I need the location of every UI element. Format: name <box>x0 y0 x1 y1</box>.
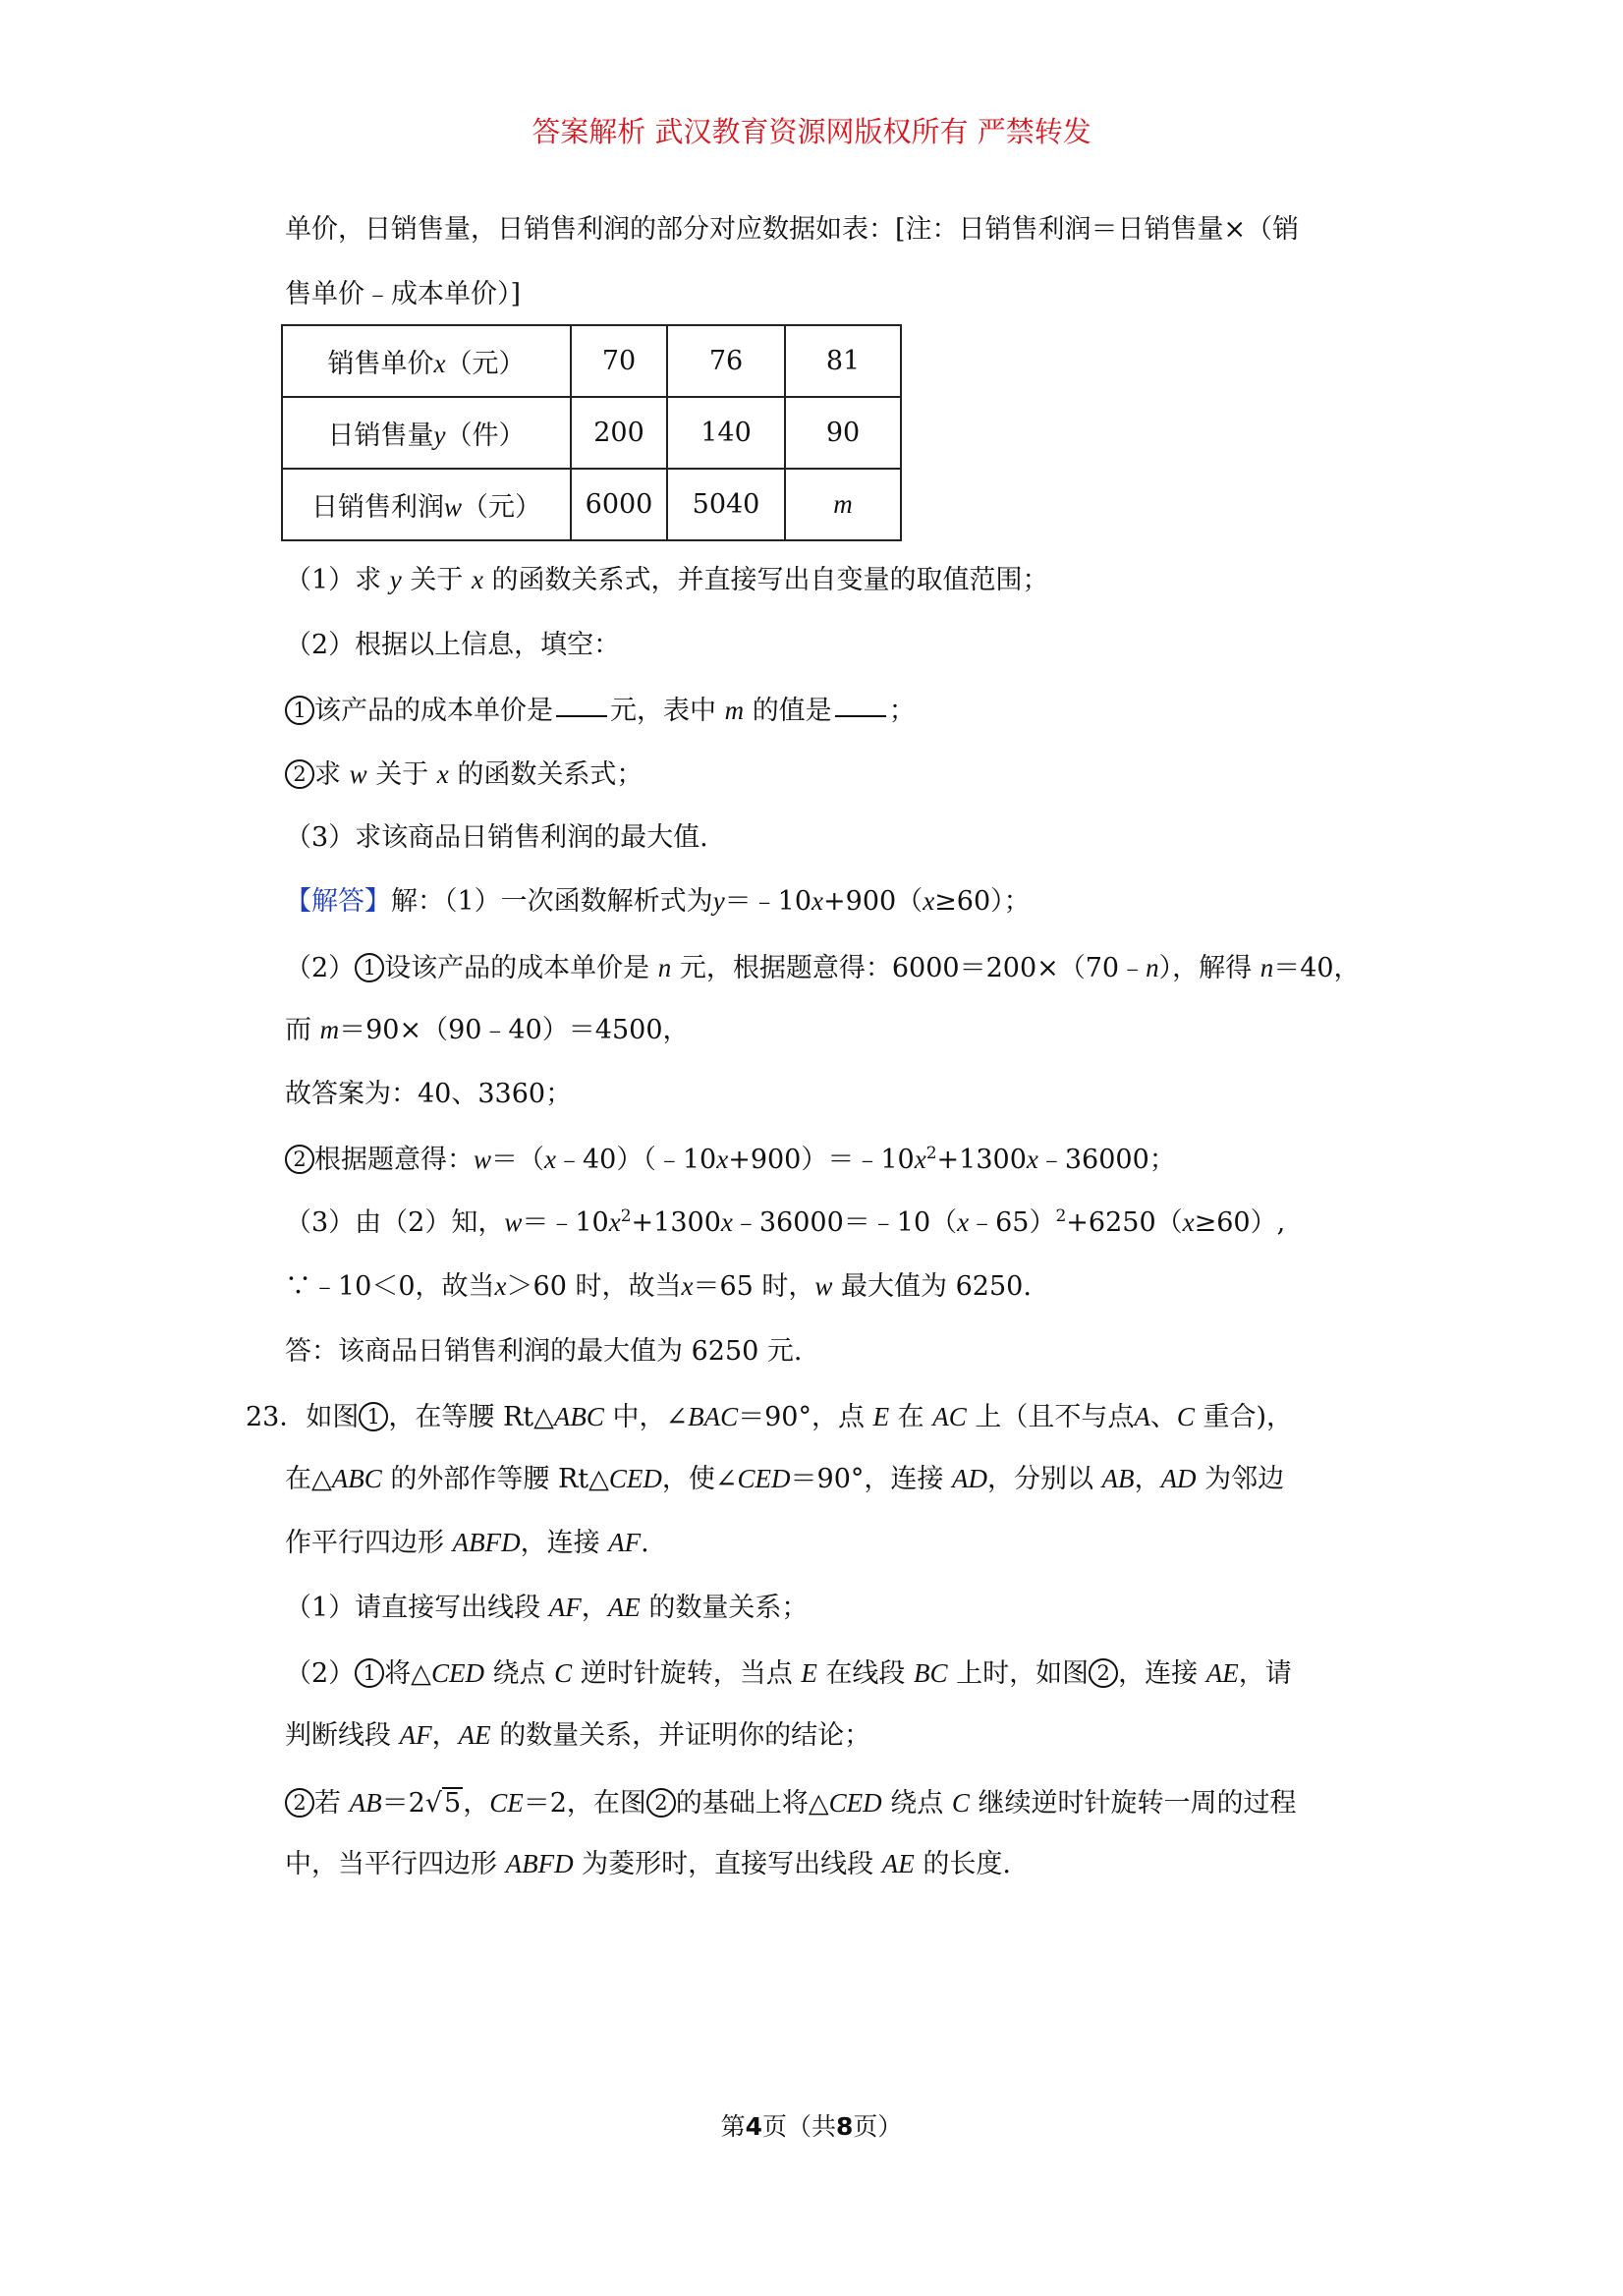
question-2-1 <box>285 696 916 725</box>
text-run: BAC <box>688 1402 739 1431</box>
text-run: ﹣65） <box>969 1207 1056 1238</box>
text-run: （1）请直接写出线段 <box>285 1593 541 1623</box>
page-footer <box>0 2114 1623 2139</box>
text-run: ， <box>431 1720 459 1751</box>
text-run: x <box>923 886 935 916</box>
table-row <box>282 325 901 397</box>
text-run: w <box>443 492 462 522</box>
text-run: CE <box>489 1788 524 1818</box>
answer-3c: 答：该商品日销售利润的最大值为 6250 元. <box>285 1336 803 1367</box>
text-run: 在△ <box>285 1464 332 1494</box>
text-run: 日销售利润 <box>310 492 444 523</box>
circled-number: 2 <box>285 759 314 789</box>
text-run: x <box>720 1207 733 1237</box>
text-run: ，在等腰 Rt△ <box>388 1402 554 1432</box>
text-run: 解：（1）一次函数解析式为 <box>391 886 713 917</box>
problem-23-line-2 <box>285 1466 1284 1492</box>
text-run: 元，根据题意得：6000＝200×（70﹣ <box>679 953 1147 983</box>
text-run: CED <box>828 1788 882 1818</box>
text-run: 2 <box>1055 1206 1067 1226</box>
table-cell: 5040 <box>667 469 785 540</box>
text-run: 逆时针旋转，当点 <box>580 1658 793 1689</box>
text-run: y <box>712 886 725 916</box>
text-run: ∵﹣10＜0，故当 <box>285 1271 495 1302</box>
text-run: x <box>914 1145 926 1174</box>
text-run: ，请 <box>1238 1658 1292 1689</box>
text-run: AF <box>548 1593 582 1622</box>
question-3: （3）求该商品日销售利润的最大值. <box>285 822 708 853</box>
text-run: 、 <box>1149 1402 1177 1432</box>
question-2-2 <box>285 759 643 789</box>
table-cell: 6000 <box>571 469 667 540</box>
text-run: ABC <box>553 1402 604 1431</box>
text-run: n <box>657 953 672 982</box>
text-run: x <box>433 349 446 378</box>
text-run: 的函数关系式； <box>457 759 644 790</box>
table-header-cell <box>282 469 571 540</box>
text-run: E <box>872 1402 890 1431</box>
intro-line-1: 单价，日销售量，日销售利润的部分对应数据如表：[注：日销售利润＝日销售量×（销 <box>285 214 1300 245</box>
text-run: （件） <box>445 420 526 451</box>
text-run: AB <box>1101 1464 1135 1493</box>
table-cell: m <box>785 469 901 540</box>
text-run: ＝40， <box>1273 953 1361 983</box>
text-run: （1）求 <box>285 565 382 595</box>
text-run: C <box>1176 1402 1195 1431</box>
table-cell: 70 <box>571 325 667 397</box>
text-run: ； <box>888 696 916 726</box>
text-run: ），解得 <box>1158 953 1253 983</box>
answer-blank <box>556 714 607 717</box>
text-run: w <box>349 759 367 789</box>
text-run: +900）＝﹣10 <box>728 1145 915 1175</box>
text-run: 根据题意得： <box>314 1145 474 1175</box>
text-run: AE <box>607 1593 641 1622</box>
circled-number: 1 <box>355 1658 384 1688</box>
text-run: AB <box>349 1788 382 1818</box>
text-run: AE <box>881 1849 915 1878</box>
text-run: （2） <box>285 953 356 983</box>
text-run: 为邻边 <box>1204 1464 1285 1494</box>
text-run: 作平行四边形 <box>285 1528 444 1558</box>
text-run: ， <box>463 1788 490 1819</box>
text-run: ＝﹣10 <box>724 886 812 917</box>
text-run: 若 <box>314 1788 341 1819</box>
problem-23-q2-2-line-1 <box>285 1787 1296 1819</box>
text-run: AD <box>1160 1464 1197 1493</box>
text-run: x <box>494 1271 507 1301</box>
text-run: ，连接 <box>520 1528 600 1558</box>
table-cell: 90 <box>785 397 901 469</box>
table-row <box>282 397 901 469</box>
text-run: ABFD <box>505 1849 574 1878</box>
answer-2d <box>285 1145 1176 1174</box>
text-run: 将△ <box>384 1658 431 1689</box>
circled-number: 2 <box>1089 1658 1118 1688</box>
text-run: 上时，如图 <box>956 1658 1090 1689</box>
text-run: w <box>474 1145 492 1174</box>
text-run: ABFD <box>452 1528 521 1557</box>
text-run: 该产品的成本单价是 <box>314 696 553 726</box>
text-run: ＝90×（90﹣40）＝4500， <box>339 1015 690 1045</box>
text-run: ＝﹣10 <box>522 1207 609 1238</box>
text-run: x <box>1026 1145 1038 1174</box>
text-run: x <box>436 759 449 789</box>
text-run: 重合)， <box>1203 1402 1294 1432</box>
text-run: 的值是 <box>752 696 832 726</box>
text-run: +1300 <box>631 1207 721 1238</box>
question-2: （2）根据以上信息，填空： <box>285 630 621 660</box>
problem-23-line-1 <box>246 1402 1293 1431</box>
answer-blank <box>835 714 886 717</box>
table-cell: 140 <box>667 397 785 469</box>
solution-tag: 【解答】 <box>285 886 391 917</box>
text-run: E <box>801 1658 817 1688</box>
text-run: 中，当平行四边形 <box>285 1849 497 1879</box>
text-run: AE <box>458 1720 491 1750</box>
intro-line-2: 售单价﹣成本单价）] <box>285 279 522 309</box>
circled-number: 2 <box>646 1788 676 1818</box>
table-cell: 200 <box>571 397 667 469</box>
text-run: 的外部作等腰 Rt△ <box>390 1464 609 1494</box>
text-run: 的函数关系式，并直接写出自变量的取值范围； <box>491 565 1049 595</box>
text-run: BC <box>914 1658 948 1688</box>
text-run: 页（共 <box>761 2112 836 2141</box>
text-run: 关于 <box>410 565 464 595</box>
text-run: ＝90°，点 <box>738 1402 865 1432</box>
problem-23-q1 <box>285 1595 808 1621</box>
text-run: CED <box>430 1658 484 1688</box>
text-run: 继续逆时针旋转一周的过程 <box>978 1788 1297 1819</box>
text-run: 销售单价 <box>327 349 434 379</box>
problem-23-line-3 <box>285 1530 649 1556</box>
text-run: C <box>951 1788 970 1818</box>
question-1 <box>285 567 1049 593</box>
sqrt-symbol: √ <box>424 1788 442 1819</box>
text-run: ABC <box>331 1464 382 1493</box>
text-run: m <box>319 1015 340 1044</box>
table-row <box>282 469 901 540</box>
text-run: ≥60）； <box>934 886 1031 917</box>
text-run: ， <box>1134 1464 1161 1494</box>
text-run: 在线段 <box>825 1658 906 1689</box>
circled-number: 2 <box>285 1788 314 1818</box>
text-run: CED <box>737 1464 791 1493</box>
table-cell: 76 <box>667 325 785 397</box>
text-run: AC <box>932 1402 967 1431</box>
text-run: ， <box>581 1593 608 1623</box>
answer-1 <box>285 888 1031 915</box>
text-run: 上（且不与点 <box>975 1402 1135 1432</box>
text-run: AF <box>399 1720 432 1750</box>
text-run: ，分别以 <box>986 1464 1093 1494</box>
text-run: 的数量关系，并证明你的结论； <box>499 1720 871 1751</box>
text-run: x <box>957 1207 970 1237</box>
text-run: n <box>1259 953 1274 982</box>
text-run: AE <box>1205 1658 1239 1688</box>
text-run: ≥60）, <box>1194 1207 1286 1238</box>
text-run: ＝90°，连接 <box>790 1464 944 1494</box>
text-run: A <box>1134 1402 1150 1431</box>
text-run: 在 <box>897 1402 924 1432</box>
problem-23-q2-line-2 <box>285 1722 870 1749</box>
text-run: w <box>814 1271 833 1301</box>
answer-3b <box>285 1273 1032 1300</box>
text-run: AD <box>951 1464 987 1493</box>
text-run: x <box>471 565 483 594</box>
text-run: m <box>724 696 745 725</box>
text-run: y <box>389 565 402 594</box>
circled-number: 1 <box>359 1402 388 1431</box>
text-run: +6250（ <box>1066 1207 1183 1238</box>
text-run: . <box>641 1528 649 1558</box>
text-run: y <box>433 420 446 450</box>
data-table <box>281 324 902 541</box>
circled-number: 1 <box>355 953 384 982</box>
text-run: 中，∠ <box>612 1402 689 1432</box>
text-run: AF <box>608 1528 642 1557</box>
answer-2 <box>285 953 1361 982</box>
text-run: 设该产品的成本单价是 <box>384 953 650 983</box>
text-run: ﹣36000； <box>1037 1145 1176 1175</box>
text-run: 2 <box>925 1144 937 1163</box>
text-run: 判断线段 <box>285 1720 391 1751</box>
text-run: 绕点 <box>492 1658 546 1689</box>
sqrt-radicand: 5 <box>444 1788 462 1819</box>
problem-23-q2-2-line-2 <box>285 1851 1011 1877</box>
text-run: 页） <box>853 2112 903 2141</box>
text-run: 的数量关系； <box>648 1593 809 1623</box>
answer-3 <box>285 1206 1286 1238</box>
table-header-cell <box>282 397 571 469</box>
page-header: 答案解析 武汉教育资源网版权所有 严禁转发 <box>532 115 1091 148</box>
text-run: 4 <box>745 2112 762 2141</box>
text-run: ＝（ <box>491 1145 545 1175</box>
text-run: ﹣40）（﹣10 <box>556 1145 717 1175</box>
text-run: x <box>544 1145 556 1174</box>
text-run: x <box>1182 1207 1195 1237</box>
answer-2b <box>285 1017 690 1043</box>
text-run: ，使∠ <box>661 1464 738 1494</box>
text-run: 2 <box>620 1206 632 1226</box>
text-run: ＞60 时，故当 <box>506 1271 682 1302</box>
text-run: ，连接 <box>1118 1658 1199 1689</box>
text-run: （元） <box>462 492 541 523</box>
circled-number: 2 <box>285 1145 314 1174</box>
text-run: （元） <box>445 349 526 379</box>
text-run: 关于 <box>375 759 429 790</box>
text-run: w <box>504 1207 523 1237</box>
text-run: 求 <box>314 759 341 790</box>
text-run: +1300 <box>936 1145 1027 1175</box>
text-run: 的基础上将△ <box>675 1788 829 1819</box>
text-run: x <box>812 886 824 916</box>
text-run: ﹣36000＝﹣10（ <box>732 1207 958 1238</box>
text-run: n <box>1146 953 1159 982</box>
text-run: 为菱形时，直接写出线段 <box>582 1849 874 1879</box>
answer-2c: 故答案为：40、3360； <box>285 1079 573 1109</box>
text-run: C <box>554 1658 573 1688</box>
text-run: x <box>608 1207 621 1237</box>
problem-23-q2-line-1 <box>285 1658 1292 1688</box>
text-run: ＝2，在图 <box>523 1788 646 1819</box>
text-run: 8 <box>836 2112 854 2141</box>
text-run: （3）由（2）知， <box>285 1207 505 1238</box>
text-run: 最大值为 6250. <box>841 1271 1032 1302</box>
text-run: ＝2 <box>381 1788 425 1819</box>
text-run: CED <box>608 1464 662 1493</box>
text-run: （2） <box>285 1658 356 1689</box>
text-run: ＝65 时， <box>693 1271 815 1302</box>
text-run: 而 <box>285 1015 311 1045</box>
text-run: 日销售量 <box>327 420 434 451</box>
text-run: +900（ <box>823 886 923 917</box>
table-header-cell <box>282 325 571 397</box>
text-run: 绕点 <box>890 1788 944 1819</box>
circled-number: 1 <box>285 696 314 725</box>
text-run: 元，表中 <box>610 696 716 726</box>
text-run: 第 <box>720 2112 746 2141</box>
text-run: 的长度. <box>923 1849 1011 1879</box>
text-run: x <box>716 1145 729 1174</box>
text-run: x <box>681 1271 694 1301</box>
table-cell: 81 <box>785 325 901 397</box>
text-run: 23．如图 <box>246 1402 360 1432</box>
